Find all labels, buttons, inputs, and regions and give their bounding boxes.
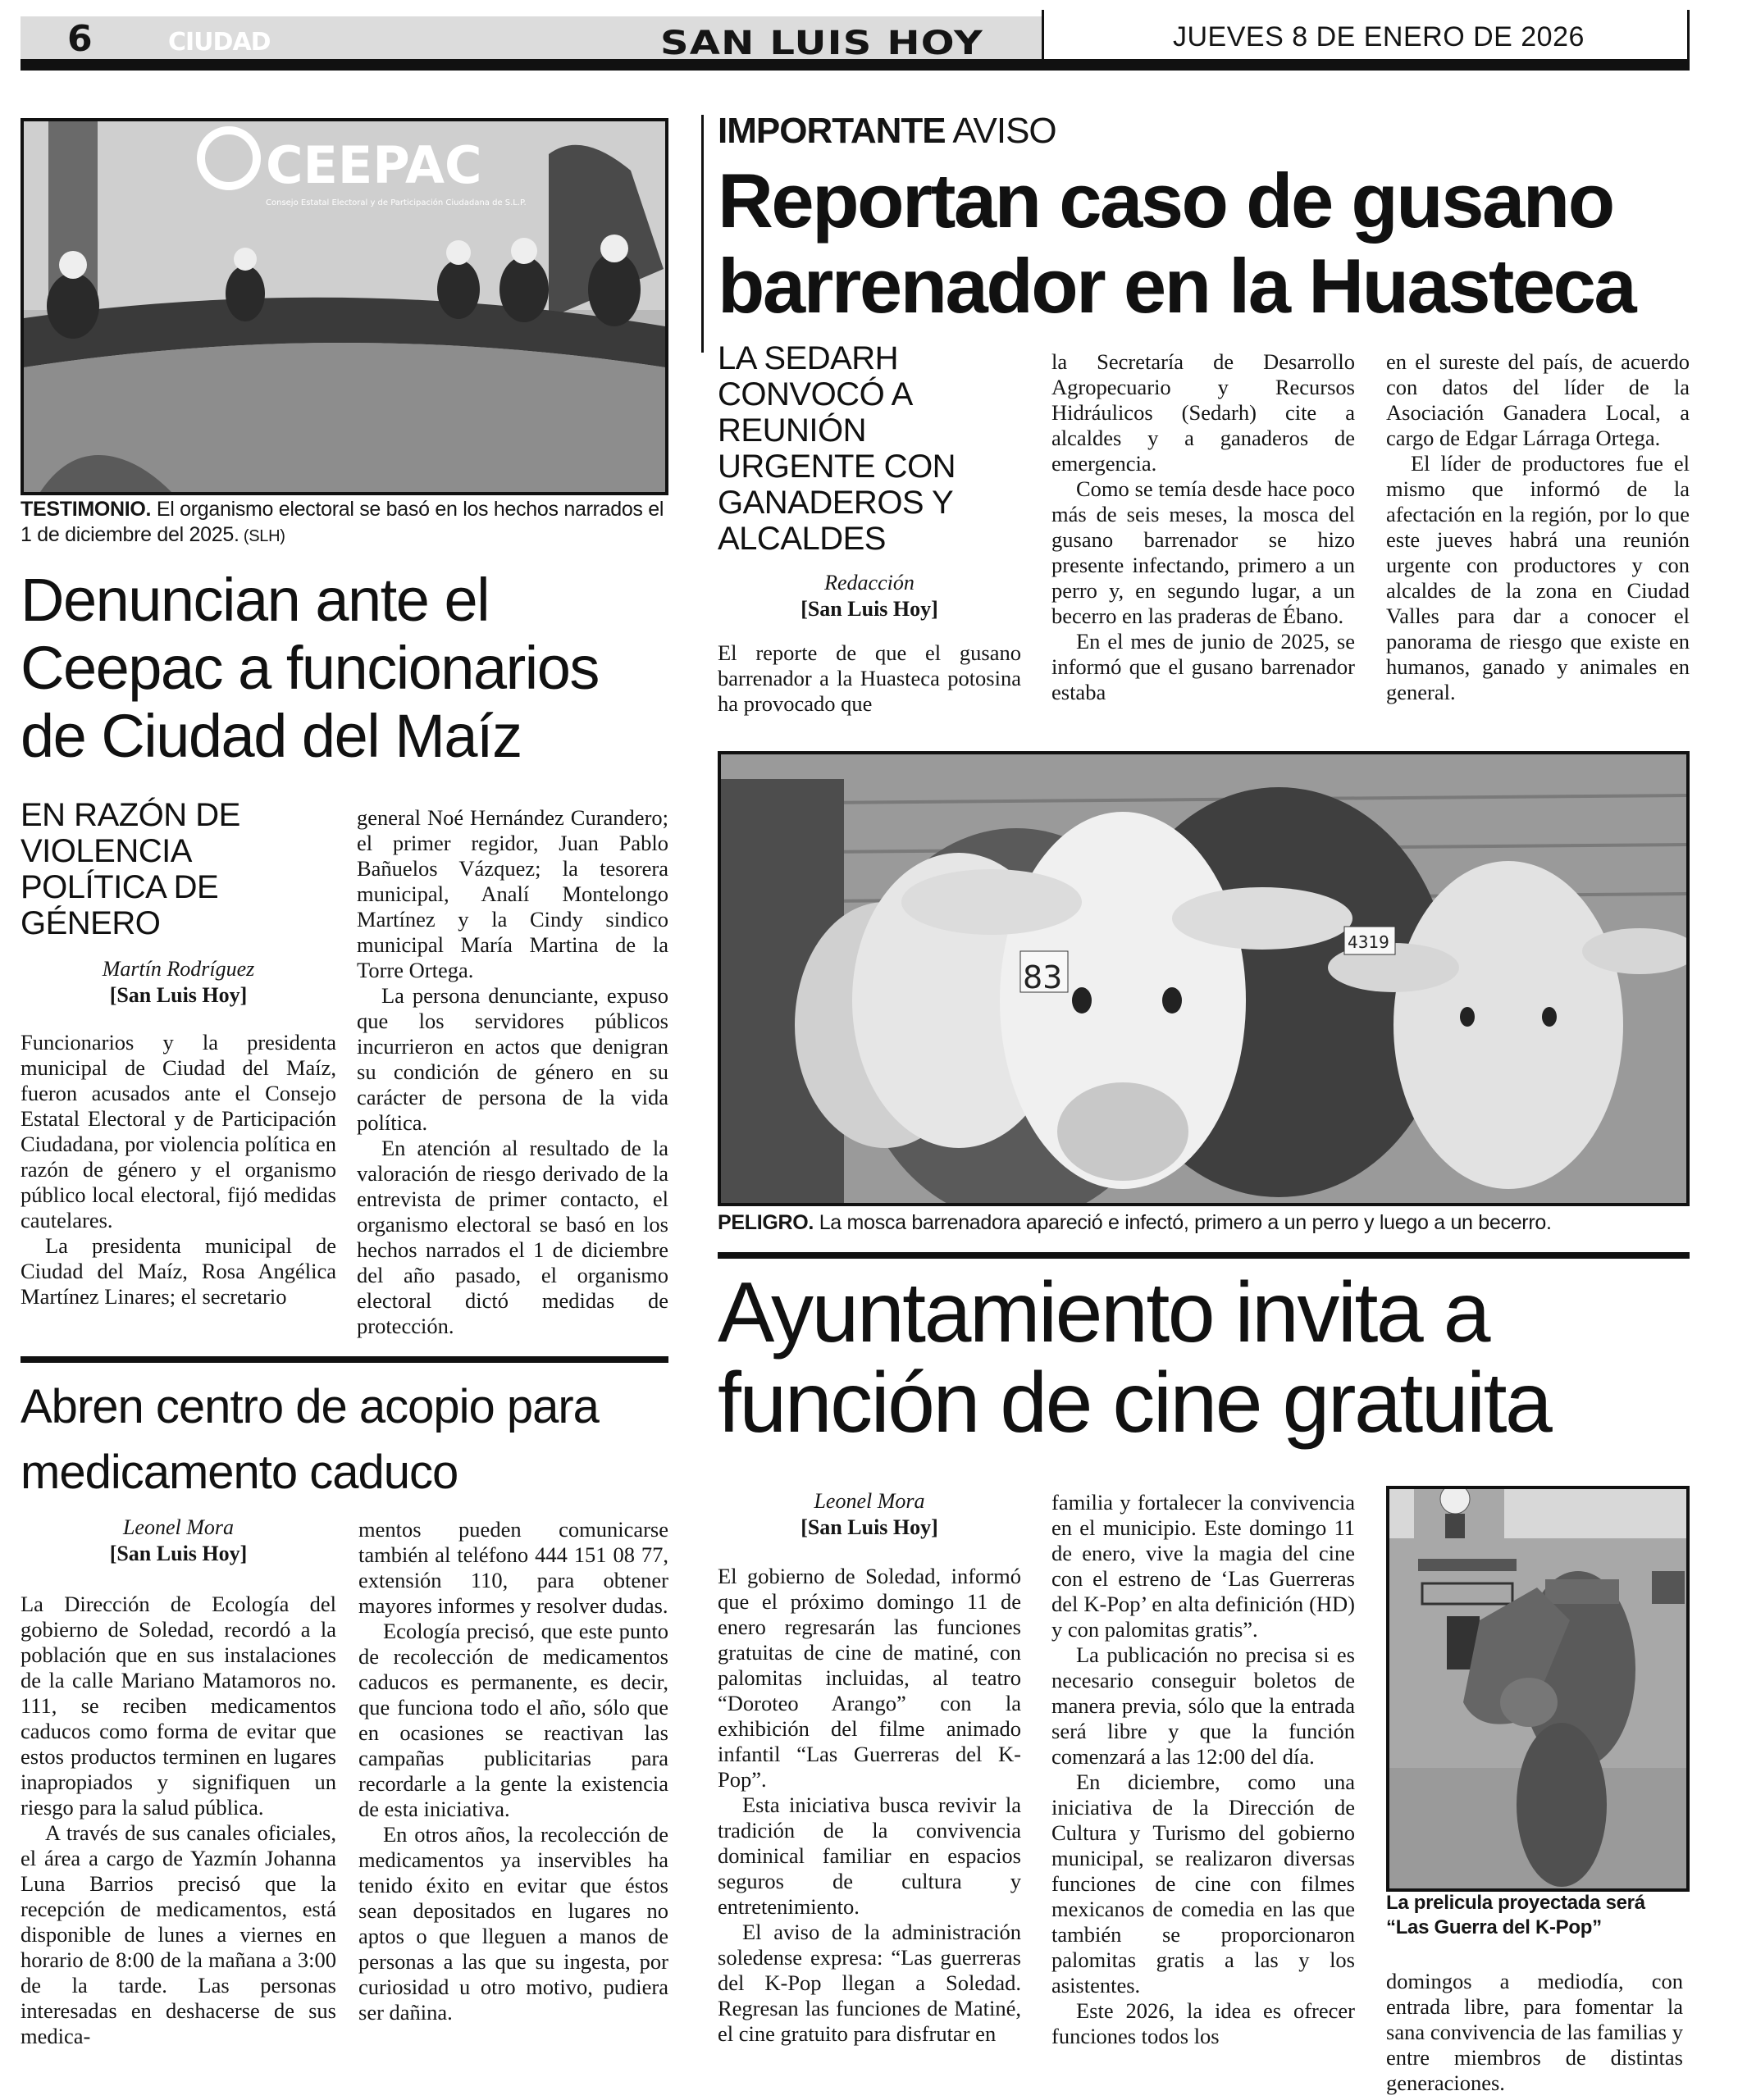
- outlet: [San Luis Hoy]: [109, 983, 248, 1007]
- paragraph: A través de sus canales oficiales, el área a cargo de Yazmín Johanna Luna Barrios precisó que la recepción de medicamentos, está disponible de lunes a viernes en horario de 8:00 de la mañana a 3:00 de la tarde. Las personas interesadas en deshacerse de sus medica-: [21, 1820, 336, 2048]
- cattle-photo-caption: [718, 1210, 1726, 1236]
- kicker-bold: IMPORTANTE: [718, 111, 946, 151]
- ceepac-logo: CEEPAC: [266, 135, 482, 195]
- gusano-col3: [1386, 349, 1690, 735]
- outlet: [San Luis Hoy]: [109, 1542, 248, 1565]
- ceepac-subhead: EN RAZÓN DE VIOLENCIA POLÍTICA DE GÉNERO: [21, 797, 240, 941]
- ceepac-photo: [21, 118, 668, 495]
- paragraph: El aviso de la administración soledense expresa: “Las guerreras del K-Pop llegan a Soledad. Regresan las funciones de Matiné, el cine gratuito para disfrutar en: [718, 1920, 1021, 2046]
- gusano-headline: Reportan caso de gusano barrenador en la Huasteca: [718, 157, 1635, 329]
- acopio-col1: [21, 1515, 336, 2049]
- page-number: 6: [67, 18, 93, 60]
- paragraph: En el mes de junio de 2025, se informó que el gusano barrenador estaba: [1051, 629, 1355, 704]
- paragraph: El líder de productores fue el mismo que informó de la afectación en la región, por lo que este jueves habrá una reunión urgente con productores y con alcaldes de la zona en Ciudad Valles para dar a conocer el panorama de riesgo que existe en humanos, ganado y animales en general.: [1386, 451, 1690, 704]
- kicker-light: AVISO: [945, 111, 1056, 151]
- paragraph: La Dirección de Ecología del gobierno de Soledad, recordó a la población que en sus instalaciones de la calle Mariano Matamoros no. 111, se reciben medicamentos caducos como forma de evitar que estos productos terminen en lugares inapropiados y signifiquen un riesgo para la salud pública.: [21, 1592, 336, 1820]
- caption-lead: TESTIMONIO.: [21, 498, 152, 521]
- paragraph: La presidenta municipal de Ciudad del Maíz, Rosa Angélica Martínez Linares; el secretario: [21, 1233, 336, 1309]
- ear-tag: 4319: [1348, 932, 1389, 952]
- paragraph: la Secretaría de Desarrollo Agropecuario y Recursos Hidráulicos (Sedarh) cite a alcaldes y a ganaderos de emergencia.: [1051, 349, 1355, 476]
- paragraph: El gobierno de Soledad, informó que el próximo domingo 11 de enero regresarán las funciones gratuitas de cine de matiné, con palomitas incluidas, al teatro “Doroteo Arango” con la exhibición del filme animado infantil “Las Guerreras del K-Pop”.: [718, 1564, 1021, 1792]
- paragraph: La publicación no precisa si es necesario conseguir boletos de manera previa, sólo que la entrada será libre y que la función comenzará a las 12:00 del día.: [1051, 1642, 1355, 1769]
- section-name: CIUDAD: [168, 28, 271, 57]
- newspaper-brand: SAN LUIS HOY: [660, 25, 984, 62]
- cattle-photo: [718, 751, 1690, 1206]
- article-body: [21, 1030, 336, 1310]
- ceepac-byline: [21, 956, 336, 1009]
- paragraph: Este 2026, la idea es ofrecer funciones todos los: [1051, 1998, 1355, 2048]
- photo-credit: (SLH): [239, 527, 285, 545]
- caption-text: La mosca barrenadora apareció e infectó, primero a un perro y luego a un becerro.: [814, 1211, 1552, 1234]
- gusano-kicker: [718, 111, 1056, 152]
- paragraph: Ecología precisó, que este punto de recolección de medicamentos caducos es permanente, es decir, que funciona todo el año, sólo que en ocasiones se reactivan las campañas publicitarias para recordarle a la gente la existencia de esta iniciativa.: [358, 1619, 668, 1821]
- ceepac-col2: [357, 805, 668, 1338]
- cine-byline: [718, 1488, 1021, 1541]
- ceepac-photo-caption: [21, 497, 677, 549]
- cattle-photo-image: [721, 754, 1686, 1203]
- author: Redacción: [824, 571, 915, 594]
- statue-photo-image: [1389, 1489, 1686, 1888]
- gusano-byline: [718, 570, 1021, 622]
- ceepac-headline: Denuncian ante el Ceepac a funcionarios de Ciudad del Maíz: [21, 566, 599, 770]
- issue-date: JUEVES 8 DE ENERO DE 2026: [1173, 21, 1585, 52]
- paragraph: general Noé Hernández Curandero; el primer regidor, Juan Pablo Bañuelos Vázquez; la tesorera municipal, Analí Montelongo Martínez y la Cindy sindico municipal María Martina de la Torre Ortega.: [357, 805, 668, 982]
- paragraph: familia y fortalecer la convivencia en el municipio. Este domingo 11 de enero, vive la magia del cine con el estreno de ‘Las Guerreras del K-Pop’ en alta definición (HD) y con palomitas gratis”.: [1051, 1490, 1355, 1642]
- paragraph: domingos a mediodía, con entrada libre, para fomentar la sana convivencia de las familias y entre miembros de distintas generaciones.: [1386, 1969, 1683, 2095]
- outlet: [San Luis Hoy]: [801, 597, 938, 621]
- caption-lead: PELIGRO.: [718, 1211, 814, 1234]
- outlet: [San Luis Hoy]: [801, 1515, 938, 1539]
- ceepac-col1: [21, 797, 336, 1310]
- paragraph: La persona denunciante, expuso que los servidores públicos incurrieron en actos que denigran su condición de género en su carácter de persona de la vida política.: [357, 983, 668, 1135]
- acopio-byline: [21, 1515, 336, 1567]
- cine-col3: [1386, 1969, 1683, 2100]
- article-body: [718, 640, 1021, 717]
- acopio-col2: [358, 1517, 668, 2099]
- acopio-headline: Abren centro de acopio para medicamento caduco: [21, 1380, 599, 1499]
- statue-photo-caption: La prelicula proyectada será “Las Guerra del K-Pop”: [1386, 1892, 1645, 1938]
- cine-col1: [718, 1488, 1021, 2047]
- statue-photo: [1386, 1486, 1690, 1892]
- paragraph: El reporte de que el gusano barrenador a la Huasteca potosina ha provocado que: [718, 640, 1021, 716]
- paragraph: mentos pueden comunicarse también al teléfono 444 151 08 77, extensión 110, para obtener mayores informes y resolver dudas.: [358, 1517, 668, 1618]
- paragraph: en el sureste del país, de acuerdo con datos del líder de la Asociación Ganadera Local, a cargo de Edgar Lárraga Ortega.: [1386, 349, 1690, 450]
- article-body: [718, 1564, 1021, 2047]
- paragraph: En atención al resultado de la valoración de riesgo derivado de la entrevista de primer contacto, el organismo electoral se basó en los hechos narrados el 1 de diciembre del año pasado, el organismo electoral dictó medidas de protección.: [357, 1136, 668, 1338]
- header-divider: [1687, 10, 1690, 61]
- paragraph: Esta iniciativa busca revivir la tradición de la convivencia dominical familiar en espacios seguros de cultura y entretenimiento.: [718, 1793, 1021, 1919]
- gusano-col1: [718, 340, 1021, 717]
- paragraph: En otros años, la recolección de medicamentos ya inservibles ha tenido éxito en evitar que éstos sean depositados en lugares no aptos o que lleguen a manos de personas a las que su ingesta, por curiosidad u otro motivo, pudiera ser dañina.: [358, 1822, 668, 2025]
- ceepac-photo-image: [24, 121, 665, 492]
- ceepac-logo-sub: Consejo Estatal Electoral y de Participación Ciudadana de S.L.P.: [266, 198, 527, 207]
- cine-headline: Ayuntamiento invita a función de cine gratuita: [718, 1265, 1551, 1451]
- article-body: [21, 1592, 336, 2049]
- gusano-subhead: LA SEDARH CONVOCÓ A REUNIÓN URGENTE CON GANADEROS Y ALCALDES: [718, 340, 956, 557]
- author: Martín Rodríguez: [102, 957, 255, 981]
- paragraph: En diciembre, como una iniciativa de la Dirección de Cultura y Turismo del gobierno municipal, se realizaron diversas funciones de cine con filmes mexicanos de comedia en las que también se proporcionaron palomitas gratis a las y los asistentes.: [1051, 1770, 1355, 1998]
- paragraph: Como se temía desde hace poco más de seis meses, la mosca del gusano barrenador se hizo presente infectando, primero a un perro y, en segundo lugar, a un becerro en las praderas de Ébano.: [1051, 476, 1355, 628]
- section-rule: [718, 1252, 1690, 1259]
- header-divider: [1042, 10, 1044, 61]
- gusano-col2: [1051, 349, 1355, 735]
- section-rule: [21, 1356, 668, 1363]
- cine-col2: [1051, 1490, 1355, 2099]
- caption-text: El organismo electoral se basó en los hechos narrados el 1 de diciembre del 2025.: [21, 498, 664, 546]
- column-divider: [701, 115, 704, 353]
- paragraph: Funcionarios y la presidenta municipal de Ciudad del Maíz, fueron acusados ante el Consejo Estatal Electoral y de Participación Ciudadana, por violencia política en razón de género y el organismo público local electoral, fijó medidas cautelares.: [21, 1030, 336, 1232]
- ear-tag: 83: [1023, 959, 1063, 995]
- author: Leonel Mora: [122, 1515, 235, 1539]
- author: Leonel Mora: [814, 1489, 925, 1513]
